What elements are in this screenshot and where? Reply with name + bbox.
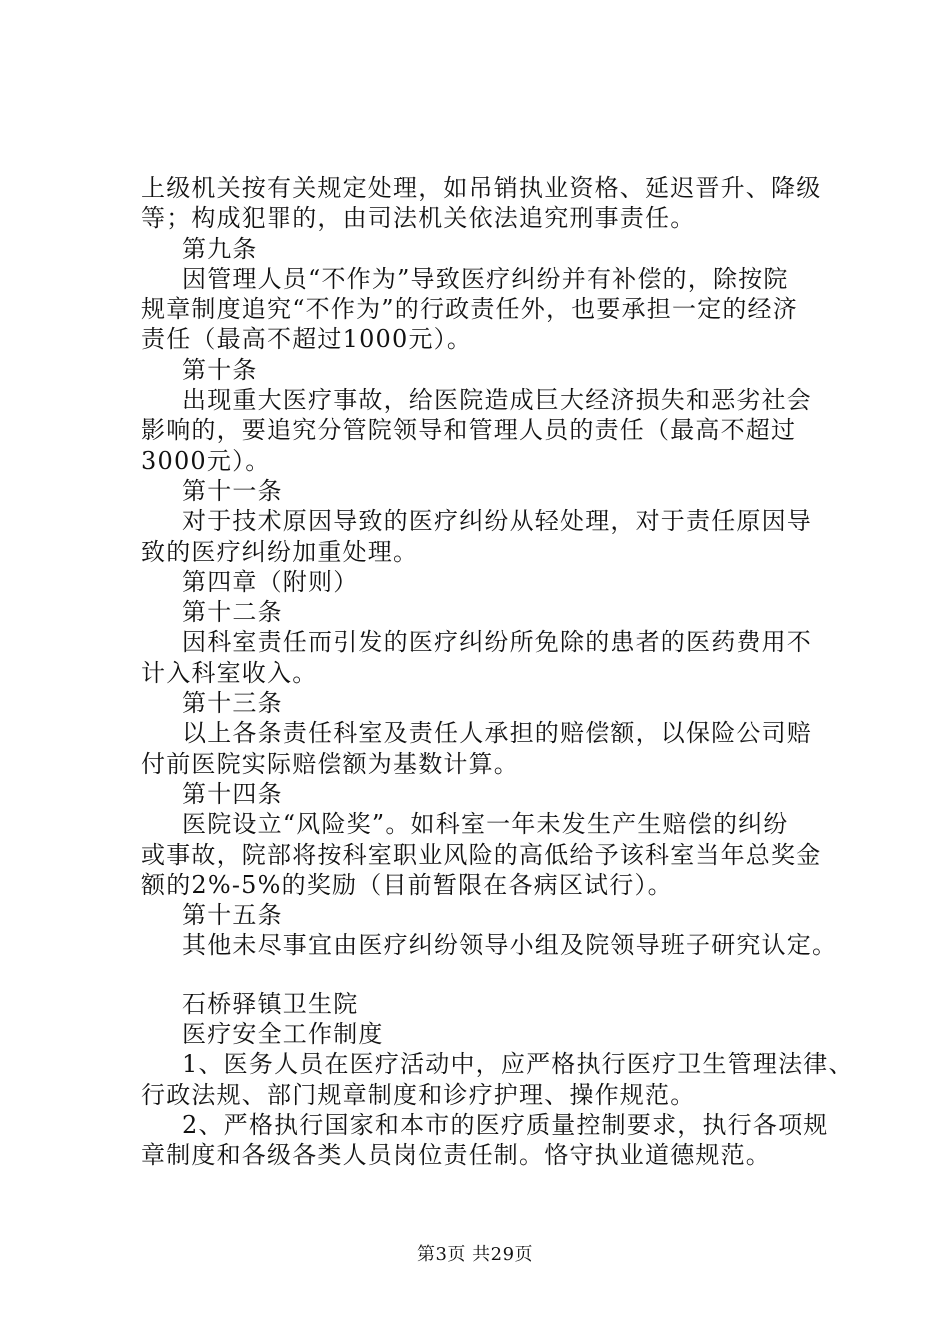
paragraph-line: 出现重大医疗事故，给医院造成巨大经济损失和恶劣社会 (182, 386, 812, 415)
paragraph-line: 计入科室收入。 (141, 658, 318, 687)
paragraph-line: 因科室责任而引发的医疗纠纷所免除的患者的医药费用不 (182, 628, 812, 657)
paragraph-line: 其他未尽事宜由医疗纠纷领导小组及院领导班子研究认定。 (182, 931, 838, 960)
chapter-heading: 第四章（附则） (182, 567, 359, 596)
article-heading: 第十一条 (182, 476, 283, 505)
paragraph-line: 规章制度追究“不作为”的行政责任外，也要承担一定的经济 (141, 295, 798, 324)
paragraph-line: 或事故，院部将按科室职业风险的高低给予该科室当年总奖金 (141, 840, 822, 869)
page-number-footer: 第3页 共29页 (416, 1244, 534, 1265)
paragraph-line: 致的医疗纠纷加重处理。 (141, 537, 419, 566)
article-heading: 第十五条 (182, 901, 283, 930)
paragraph-line: 责任（最高不超过1000元）。 (141, 325, 473, 354)
article-heading: 第十三条 (182, 689, 283, 718)
article-heading: 第九条 (182, 234, 258, 263)
section-gap (141, 961, 841, 989)
paragraph-line: 行政法规、部门规章制度和诊疗护理、操作规范。 (141, 1080, 696, 1109)
paragraph-line: 2、严格执行国家和本市的医疗质量控制要求，执行各项规 (182, 1110, 829, 1139)
paragraph-line: 额的2%-5%的奖励（目前暂限在各病区试行）。 (141, 870, 673, 899)
article-heading: 第十条 (182, 355, 258, 384)
article-heading: 第十二条 (182, 598, 283, 627)
paragraph-line: 1、医务人员在医疗活动中，应严格执行医疗卫生管理法律、 (182, 1050, 854, 1079)
paragraph-line: 对于技术原因导致的医疗纠纷从轻处理，对于责任原因导 (182, 507, 812, 536)
paragraph-line: 上级机关按有关规定处理，如吊销执业资格、延迟晋升、降级 (141, 174, 822, 202)
paragraph-line: 付前医院实际赔偿额为基数计算。 (141, 749, 519, 778)
paragraph-line: 等；构成犯罪的，由司法机关依法追究刑事责任。 (141, 204, 696, 233)
document-body (141, 173, 854, 1171)
paragraph-line: 因管理人员“不作为”导致医疗纠纷并有补偿的，除按院 (182, 264, 789, 293)
paragraph-line: 以上各条责任科室及责任人承担的赔偿额，以保险公司赔 (182, 719, 812, 748)
paragraph-line: 3000元）。 (141, 446, 271, 475)
section-title: 医疗安全工作制度 (182, 1020, 384, 1049)
paragraph-line: 医院设立“风险奖”。如科室一年未发生产生赔偿的纠纷 (182, 810, 789, 839)
paragraph-line: 章制度和各级各类人员岗位责任制。恪守执业道德规范。 (141, 1141, 771, 1170)
paragraph-line: 影响的，要追究分管院领导和管理人员的责任（最高不超过 (141, 416, 797, 445)
organization-name: 石桥驿镇卫生院 (182, 989, 359, 1018)
article-heading: 第十四条 (182, 779, 283, 808)
